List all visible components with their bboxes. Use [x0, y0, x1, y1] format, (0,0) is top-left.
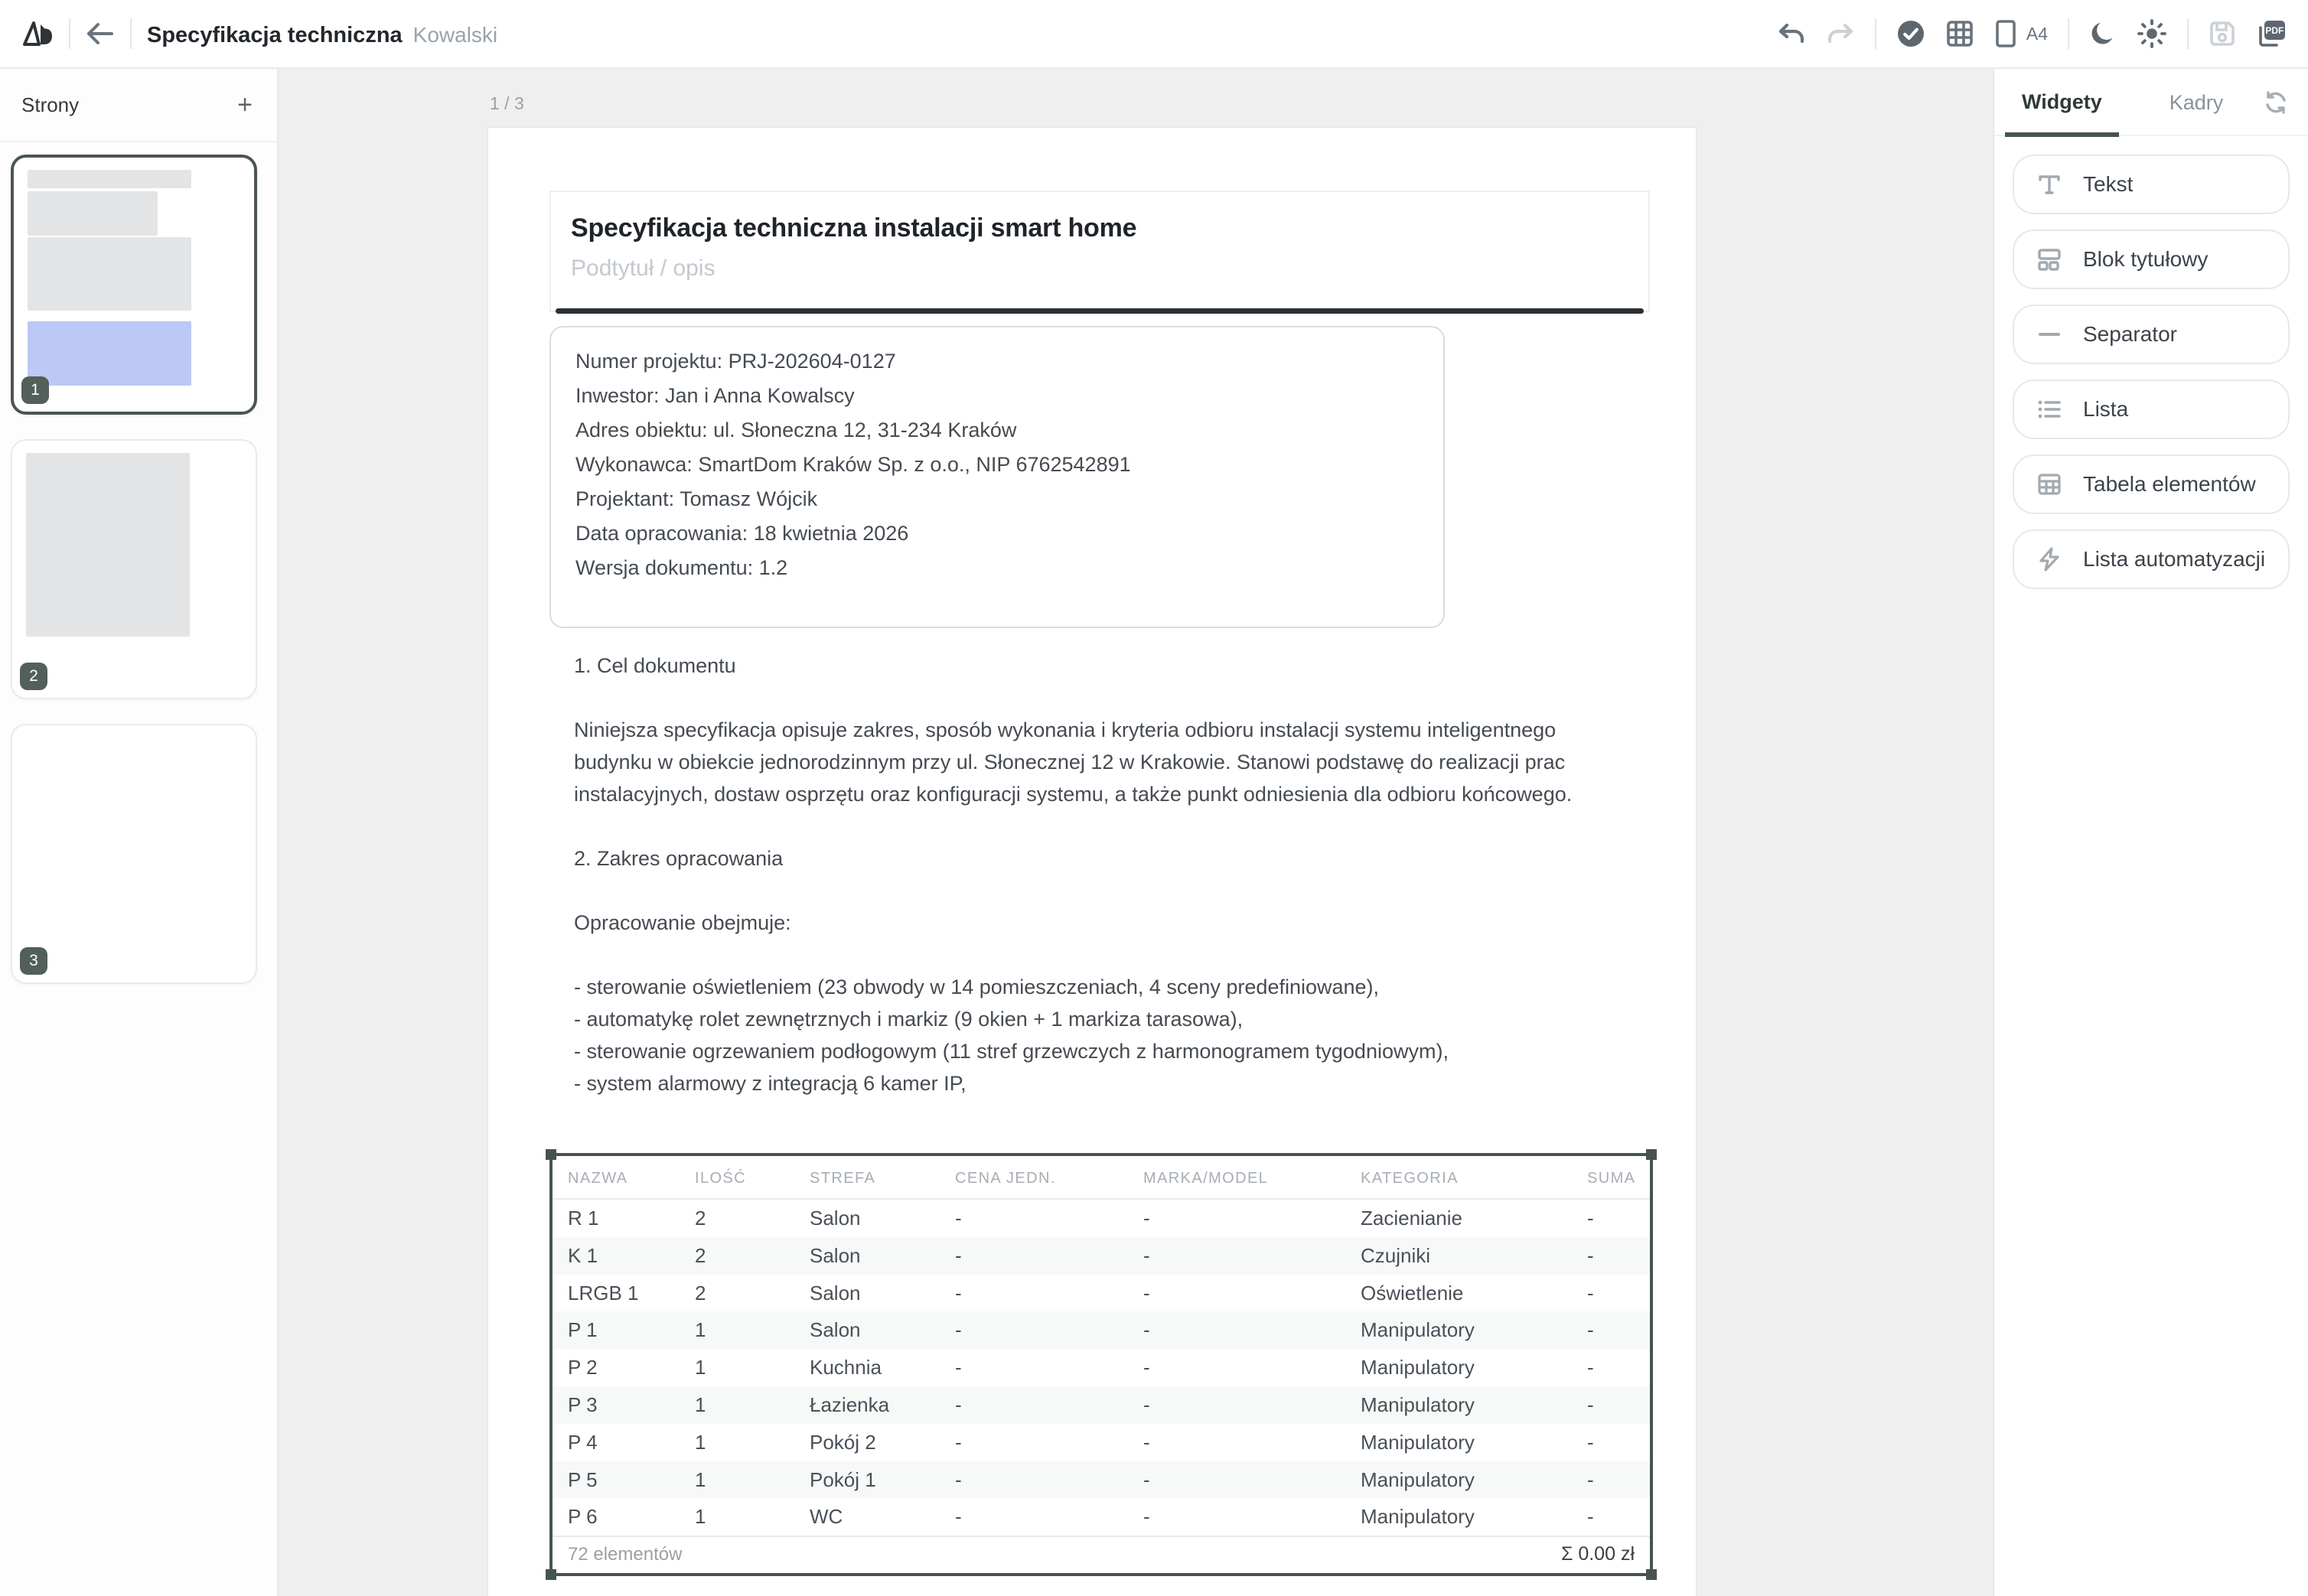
cell-sum: - — [1587, 1243, 1594, 1267]
section-heading: 1. Cel dokumentu — [574, 654, 736, 677]
cell-model: - — [1143, 1281, 1150, 1304]
cell-qty: 1 — [695, 1430, 706, 1454]
page-outline-icon — [1994, 19, 2017, 48]
save-button[interactable] — [2209, 20, 2236, 47]
undo-button[interactable] — [1777, 21, 1806, 46]
page-indicator: 1 / 3 — [490, 93, 524, 113]
brand-logo-icon — [21, 19, 54, 48]
widget-label: Lista — [2083, 397, 2129, 421]
main-area — [0, 69, 2308, 1596]
cell-category: Manipulatory — [1361, 1356, 1475, 1379]
cell-sum: - — [1587, 1318, 1594, 1342]
page-number-badge: 1 — [21, 376, 49, 404]
undo-icon — [1777, 21, 1806, 46]
cell-sum: - — [1587, 1505, 1594, 1529]
pdf-icon — [2256, 19, 2287, 48]
grid-icon — [1945, 19, 1974, 48]
column-header: NAZWA — [553, 1156, 680, 1199]
table-total: Σ 0.00 zł — [1560, 1543, 1635, 1565]
widget-label: Separator — [2083, 322, 2177, 346]
cell-qty: 1 — [695, 1467, 706, 1491]
redo-icon — [1826, 21, 1855, 46]
placeholder-block — [26, 453, 190, 637]
light-mode-button[interactable] — [2137, 18, 2167, 49]
cell-qty: 2 — [695, 1281, 706, 1304]
back-arrow-icon — [86, 21, 115, 46]
cell-zone: Salon — [810, 1318, 861, 1342]
table-row[interactable] — [553, 1386, 1650, 1424]
placeholder-table-highlight — [28, 321, 191, 386]
widgets-sidebar — [1993, 69, 2308, 1596]
page-thumbnail-3[interactable] — [11, 724, 257, 984]
document-subtitle-placeholder: Podtytuł / opis — [571, 256, 716, 281]
svg-text:PDF: PDF — [2265, 25, 2284, 37]
pages-header — [0, 69, 277, 142]
table-icon — [2036, 471, 2063, 498]
placeholder-block — [28, 191, 158, 236]
cell-name: P 4 — [568, 1430, 598, 1454]
moon-icon — [2089, 20, 2117, 47]
bullet-line: - system alarmowy z integracją 6 kamer IP, — [574, 1072, 967, 1095]
cell-category: Oświetlenie — [1361, 1281, 1464, 1304]
brand-logo[interactable] — [21, 19, 54, 48]
cell-model: - — [1143, 1430, 1150, 1454]
page-thumbnails — [0, 142, 277, 1008]
widget-label: Tekst — [2083, 172, 2134, 196]
cell-name: P 3 — [568, 1392, 598, 1416]
column-header: SUMA — [1572, 1156, 1650, 1199]
column-header: KATEGORIA — [1345, 1156, 1572, 1199]
divider — [69, 18, 70, 49]
cell-sum: - — [1587, 1356, 1594, 1379]
widget-tabela-elementow[interactable] — [2013, 454, 2290, 514]
cell-qty: 1 — [695, 1392, 706, 1416]
cell-name: R 1 — [568, 1207, 599, 1230]
toolbar — [0, 0, 2308, 69]
page-2-preview — [12, 441, 256, 649]
project-info-widget[interactable] — [549, 326, 1445, 628]
text-icon — [2036, 171, 2063, 198]
page-number-badge: 2 — [20, 663, 47, 690]
document-title-group — [147, 20, 497, 48]
body-text-widget[interactable] — [574, 650, 1593, 1099]
title-block-icon — [2036, 246, 2063, 273]
cell-qty: 1 — [695, 1356, 706, 1379]
cell-sum: - — [1587, 1207, 1594, 1230]
page-thumbnail-2[interactable] — [11, 439, 257, 699]
cell-category: Manipulatory — [1361, 1430, 1475, 1454]
selection-handle-top-right[interactable] — [1646, 1149, 1657, 1160]
list-icon — [2036, 396, 2063, 423]
cell-qty: 1 — [695, 1318, 706, 1342]
title-block-widget[interactable] — [549, 191, 1650, 312]
redo-button[interactable] — [1826, 21, 1855, 46]
table-row[interactable] — [553, 1424, 1650, 1461]
cell-category: Manipulatory — [1361, 1392, 1475, 1416]
table-row[interactable] — [553, 1498, 1650, 1536]
cell-model: - — [1143, 1243, 1150, 1267]
column-header: STREFA — [794, 1156, 940, 1199]
toolbar-right — [1777, 18, 2287, 49]
cell-price: - — [955, 1207, 962, 1230]
table-row[interactable] — [553, 1199, 1650, 1237]
table-row[interactable] — [553, 1311, 1650, 1349]
document-canvas[interactable] — [279, 69, 1993, 1596]
column-header: MARKA/MODEL — [1128, 1156, 1345, 1199]
cell-category: Manipulatory — [1361, 1318, 1475, 1342]
approve-button[interactable] — [1896, 19, 1925, 48]
widgets-tabs — [1994, 69, 2308, 136]
divider — [2187, 18, 2189, 49]
document-heading: Specyfikacja techniczna instalacji smart home — [571, 213, 1137, 243]
widget-tekst[interactable] — [2013, 155, 2290, 214]
cell-name: P 2 — [568, 1356, 598, 1379]
selection-handle-bottom-right[interactable] — [1646, 1569, 1657, 1580]
widget-label: Lista automatyzacji — [2083, 547, 2266, 571]
widget-lista[interactable] — [2013, 379, 2290, 439]
grid-view-button[interactable] — [1945, 19, 1974, 48]
cell-sum: - — [1587, 1430, 1594, 1454]
page-number-badge: 3 — [20, 947, 47, 975]
cell-name: K 1 — [568, 1243, 598, 1267]
toolbar-left — [21, 18, 497, 49]
table-item-count: 72 elementów — [568, 1543, 683, 1565]
document-title: Specyfikacja techniczna — [147, 22, 403, 47]
page-format-button[interactable] — [1994, 19, 2017, 48]
paragraph: Niniejsza specyfikacja opisuje zakres, sposób wykonania i kryteria odbioru instalacji systemu inteligentnego budynku w obiekcie jednorodzinnym przy ul. Słonecznej 12 w Krakowie. Stanowi podstawę do realizacji prac instalacyjnych, dostaw osprzętu oraz konfiguracji systemu, a także punkt odniesienia dla odbioru końcowego. — [574, 718, 1573, 806]
cell-zone: Kuchnia — [810, 1356, 882, 1379]
cell-category: Manipulatory — [1361, 1505, 1475, 1529]
cell-zone: Salon — [810, 1243, 861, 1267]
widget-list — [1994, 136, 2308, 607]
page-thumbnail-1[interactable] — [11, 155, 257, 415]
cell-zone: Pokój 1 — [810, 1467, 876, 1491]
info-line: Inwestor: Jan i Anna Kowalscy — [575, 384, 855, 407]
widget-lista-automatyzacji[interactable] — [2013, 529, 2290, 589]
back-button[interactable] — [86, 21, 115, 46]
cell-zone: Łazienka — [810, 1392, 890, 1416]
table-row[interactable] — [553, 1349, 1650, 1386]
cell-sum: - — [1587, 1281, 1594, 1304]
page-3-preview — [12, 725, 256, 750]
cell-price: - — [955, 1467, 962, 1491]
cell-price: - — [955, 1356, 962, 1379]
pages-title: Strony — [21, 93, 80, 116]
cell-price: - — [955, 1392, 962, 1416]
cell-zone: Salon — [810, 1207, 861, 1230]
cell-price: - — [955, 1318, 962, 1342]
cell-model: - — [1143, 1207, 1150, 1230]
cell-model: - — [1143, 1318, 1150, 1342]
automation-icon — [2036, 546, 2063, 573]
cell-sum: - — [1587, 1467, 1594, 1491]
cell-model: - — [1143, 1356, 1150, 1379]
info-line: Wersja dokumentu: 1.2 — [575, 556, 788, 579]
cell-price: - — [955, 1505, 962, 1529]
bullet-line: - sterowanie oświetleniem (23 obwody w 14 pomieszczeniach, 4 sceny predefiniowane), — [574, 976, 1380, 998]
placeholder-title-bar — [28, 170, 191, 188]
cell-qty: 2 — [695, 1207, 706, 1230]
selection-handle-top-left[interactable] — [546, 1149, 556, 1160]
info-line: Wykonawca: SmartDom Kraków Sp. z o.o., NIP 6762542891 — [575, 453, 1131, 476]
cell-zone: WC — [810, 1505, 843, 1529]
cell-model: - — [1143, 1467, 1150, 1491]
items-table-widget[interactable] — [549, 1153, 1653, 1576]
check-circle-icon — [1896, 19, 1925, 48]
cell-qty: 2 — [695, 1243, 706, 1267]
paragraph: Opracowanie obejmuje: — [574, 911, 791, 934]
divider — [1875, 18, 1876, 49]
bullet-line: - automatykę rolet zewnętrznych i markiz (9 okien + 1 markiza tarasowa), — [574, 1008, 1244, 1031]
save-icon — [2209, 20, 2236, 47]
section-heading: 2. Zakres opracowania — [574, 847, 784, 870]
info-line: Adres obiektu: ul. Słoneczna 12, 31-234 Kraków — [575, 419, 1017, 441]
items-table — [553, 1156, 1650, 1536]
refresh-button[interactable] — [2264, 90, 2288, 115]
cell-name: P 1 — [568, 1318, 598, 1342]
dark-mode-button[interactable] — [2089, 20, 2117, 47]
cell-name: P 5 — [568, 1467, 598, 1491]
column-header: CENA JEDN. — [940, 1156, 1128, 1199]
widget-blok-tytulowy[interactable] — [2013, 230, 2290, 289]
add-page-button[interactable]: + — [237, 90, 253, 119]
page-1-preview — [14, 158, 254, 398]
info-line: Projektant: Tomasz Wójcik — [575, 487, 818, 510]
selection-handle-bottom-left[interactable] — [546, 1569, 556, 1580]
cell-price: - — [955, 1430, 962, 1454]
refresh-icon — [2264, 90, 2288, 115]
widget-label: Blok tytułowy — [2083, 247, 2209, 271]
cell-price: - — [955, 1281, 962, 1304]
pages-sidebar — [0, 69, 279, 1596]
cell-zone: Pokój 2 — [810, 1430, 876, 1454]
cell-price: - — [955, 1243, 962, 1267]
placeholder-block — [28, 237, 191, 311]
separator-icon — [2036, 321, 2063, 348]
widget-label: Tabela elementów — [2083, 472, 2256, 496]
table-footer — [553, 1536, 1650, 1573]
cell-zone: Salon — [810, 1281, 861, 1304]
cell-model: - — [1143, 1505, 1150, 1529]
title-separator-bar — [556, 308, 1644, 314]
document-page — [487, 126, 1697, 1596]
divider — [130, 18, 132, 49]
bullet-line: - sterowanie ogrzewaniem podłogowym (11 stref grzewczych z harmonogramem tygodniowym), — [574, 1040, 1449, 1063]
widget-separator[interactable] — [2013, 305, 2290, 364]
info-line: Numer projektu: PRJ-202604-0127 — [575, 350, 896, 373]
sun-icon — [2137, 18, 2167, 49]
page-format-label: A4 — [2026, 23, 2048, 44]
divider — [2068, 18, 2069, 49]
cell-sum: - — [1587, 1392, 1594, 1416]
table-row[interactable] — [553, 1275, 1650, 1312]
cell-category: Czujniki — [1361, 1243, 1431, 1267]
cell-name: P 6 — [568, 1505, 598, 1529]
table-row[interactable] — [553, 1237, 1650, 1275]
tab-kadry[interactable]: Kadry — [2153, 71, 2241, 133]
table-header-row — [553, 1156, 1650, 1199]
column-header: ILOŚĆ — [680, 1156, 794, 1199]
table-row[interactable] — [553, 1461, 1650, 1499]
export-pdf-button[interactable] — [2256, 19, 2287, 48]
cell-name: LRGB 1 — [568, 1281, 639, 1304]
info-line: Data opracowania: 18 kwietnia 2026 — [575, 522, 909, 545]
cell-category: Manipulatory — [1361, 1467, 1475, 1491]
cell-category: Zacienianie — [1361, 1207, 1462, 1230]
cell-model: - — [1143, 1392, 1150, 1416]
document-subtitle: Kowalski — [412, 22, 498, 47]
cell-qty: 1 — [695, 1505, 706, 1529]
tab-widgety[interactable]: Widgety — [2005, 70, 2119, 137]
